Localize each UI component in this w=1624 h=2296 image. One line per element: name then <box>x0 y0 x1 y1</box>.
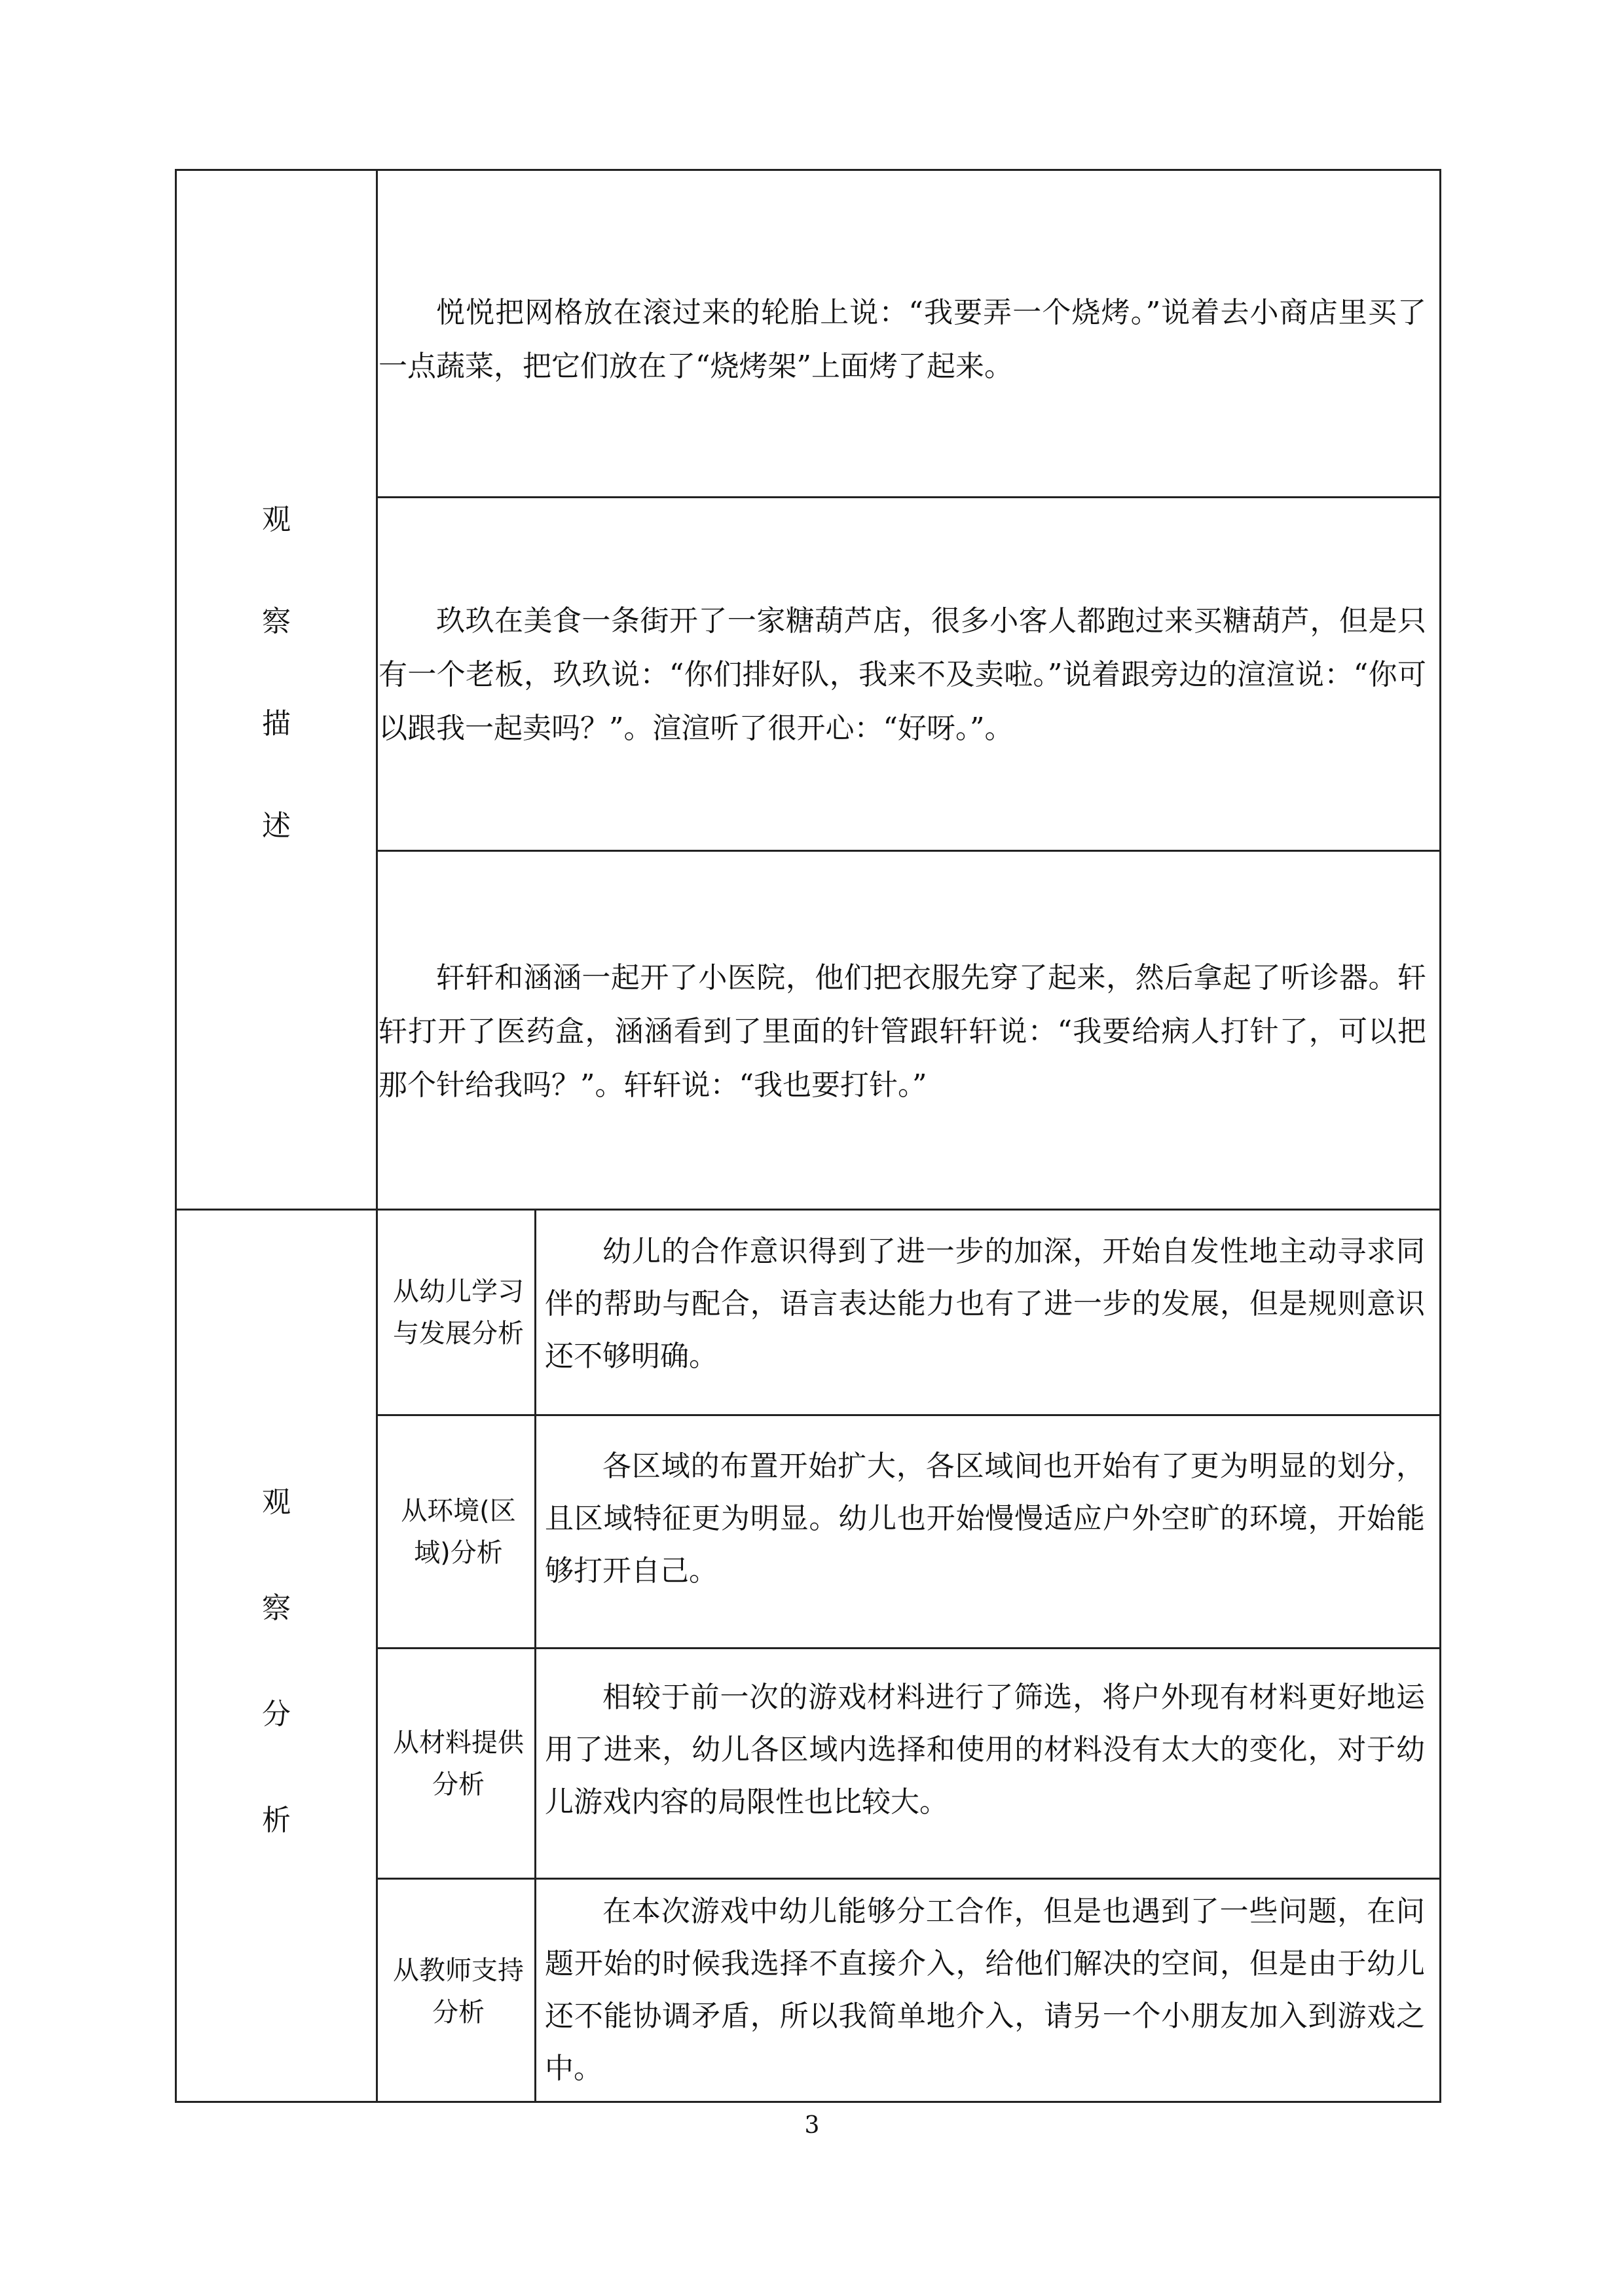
label-char: 察 <box>262 605 291 638</box>
label-char: 观 <box>262 503 291 536</box>
analysis-text: 相较于前一次的游戏材料进行了筛选，将户外现有材料更好地运用了进来，幼儿各区域内选择和使用的材料没有太大的变化，对于幼儿游戏内容的局限性也比较大。 <box>545 1681 1425 1819</box>
table-divider <box>376 1647 1441 1649</box>
observation-analysis-label <box>177 1385 376 1938</box>
observation-description-label <box>177 496 376 850</box>
table-divider <box>376 1878 1441 1880</box>
label-char: 观 <box>262 1485 291 1519</box>
page-number: 3 <box>804 2112 820 2139</box>
analysis-aspect-label: 从教师支持分析 <box>393 1955 524 2028</box>
description-entry: 轩轩和涵涵一起开了小医院，他们把衣服先穿了起来，然后拿起了听诊器。轩轩打开了医药盒，涵涵看到了里面的针管跟轩轩说：“我要给病人打针了，可以把那个针给我吗？”。轩轩说：“我也要打针。” <box>378 961 1426 1102</box>
analysis-aspect-label: 从环境(区域)分析 <box>401 1495 516 1568</box>
analysis-text: 各区域的布置开始扩大，各区域间也开始有了更为明显的划分，且区域特征更为明显。幼儿也开始慢慢适应户外空旷的环境，开始能够打开自己。 <box>545 1449 1425 1588</box>
analysis-text: 在本次游戏中幼儿能够分工合作，但是也遇到了一些问题，在问题开始的时候我选择不直接介入，给他们解决的空间，但是由于幼儿还不能协调矛盾，所以我简单地介入，请另一个小朋友加入到游戏之中。 <box>545 1895 1425 2085</box>
label-char: 察 <box>262 1592 291 1625</box>
label-char: 述 <box>262 809 291 843</box>
label-char: 描 <box>262 707 291 740</box>
label-char: 分 <box>262 1698 291 1731</box>
table-divider <box>376 1414 1441 1416</box>
analysis-aspect-label: 从材料提供分析 <box>393 1727 524 1800</box>
table-divider <box>534 1209 536 2103</box>
table-divider <box>376 850 1441 852</box>
table-divider <box>175 1209 1441 1211</box>
table-divider <box>376 496 1441 498</box>
label-char: 析 <box>262 1804 291 1837</box>
description-entry: 玖玖在美食一条街开了一家糖葫芦店，很多小客人都跑过来买糖葫芦，但是只有一个老板，玖玖说：“你们排好队，我来不及卖啦。”说着跟旁边的渲渲说：“你可以跟我一起卖吗？”。渲渲听了很开心：“好呀。”。 <box>378 604 1426 745</box>
table-divider <box>376 169 378 2103</box>
analysis-aspect-label: 从幼儿学习与发展分析 <box>393 1276 524 1349</box>
description-entry: 悦悦把网格放在滚过来的轮胎上说：“我要弄一个烧烤。”说着去小商店里买了一点蔬菜，把它们放在了“烧烤架”上面烤了起来。 <box>378 296 1426 383</box>
analysis-text: 幼儿的合作意识得到了进一步的加深，开始自发性地主动寻求同伴的帮助与配合，语言表达能力也有了进一步的发展，但是规则意识还不够明确。 <box>545 1235 1425 1373</box>
